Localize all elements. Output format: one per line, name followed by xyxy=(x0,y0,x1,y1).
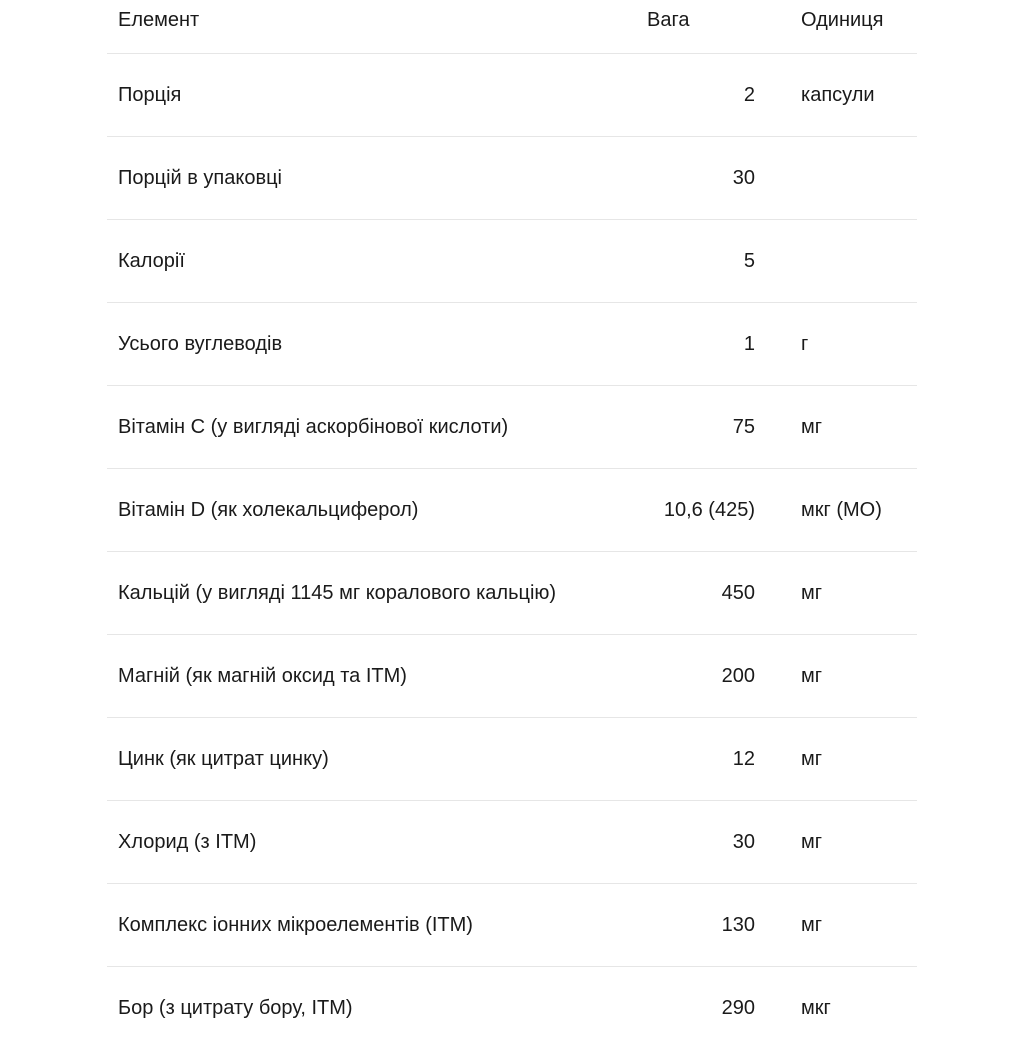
table-row xyxy=(107,137,917,220)
row-weight: 1 xyxy=(743,332,755,355)
row-element: Порція xyxy=(118,83,182,106)
row-weight: 130 xyxy=(721,913,755,936)
row-weight: 290 xyxy=(721,997,755,1019)
row-weight: 30 xyxy=(732,166,755,189)
table-row xyxy=(107,220,917,303)
nutrition-table xyxy=(107,0,917,1050)
table-row xyxy=(107,718,917,801)
row-unit: мг xyxy=(801,913,823,936)
table-header-row xyxy=(107,0,917,54)
table-row xyxy=(107,552,917,635)
row-weight: 10,6 (425) xyxy=(663,498,755,521)
table-row xyxy=(107,303,917,386)
row-element: Вітамін D (як холекальциферол) xyxy=(118,498,419,521)
row-element: Вітамін C (у вигляді аскорбінової кислоти) xyxy=(118,415,509,438)
row-weight: 75 xyxy=(732,415,755,438)
row-element: Магній (як магній оксид та ITM) xyxy=(118,664,407,687)
row-element: Усього вуглеводів xyxy=(118,332,283,355)
row-unit: мкг (МО) xyxy=(801,498,882,521)
table-row xyxy=(107,469,917,552)
header-unit: Одиниця xyxy=(801,9,884,31)
table-row xyxy=(107,635,917,718)
row-element: Порцій в упаковці xyxy=(118,166,283,189)
row-unit: г xyxy=(801,332,809,355)
row-element: Цинк (як цитрат цинку) xyxy=(118,747,329,770)
row-unit: мг xyxy=(801,664,823,687)
table-row xyxy=(107,54,917,137)
row-unit: мг xyxy=(801,581,823,604)
row-element: Калорії xyxy=(118,249,185,272)
row-element: Кальцій (у вигляді 1145 мг коралового кальцію) xyxy=(118,581,557,604)
row-unit: мг xyxy=(801,415,823,438)
row-unit: мкг xyxy=(801,997,831,1019)
table-row xyxy=(107,967,917,1050)
row-element: Комплекс іонних мікроелементів (ITM) xyxy=(118,913,473,936)
row-unit: мг xyxy=(801,830,823,853)
table-row xyxy=(107,386,917,469)
row-element: Хлорид (з ITM) xyxy=(118,830,257,853)
table-row xyxy=(107,884,917,967)
header-element: Елемент xyxy=(118,9,200,31)
table-row xyxy=(107,801,917,884)
row-weight: 5 xyxy=(743,249,755,272)
row-weight: 200 xyxy=(721,664,755,687)
row-weight: 2 xyxy=(743,83,755,106)
row-weight: 450 xyxy=(721,581,755,604)
header-weight: Вага xyxy=(647,9,690,31)
row-unit: капсули xyxy=(801,83,875,106)
row-element: Бор (з цитрату бору, ITM) xyxy=(118,997,353,1019)
row-weight: 12 xyxy=(732,747,755,770)
row-unit: мг xyxy=(801,747,823,770)
row-weight: 30 xyxy=(732,830,755,853)
